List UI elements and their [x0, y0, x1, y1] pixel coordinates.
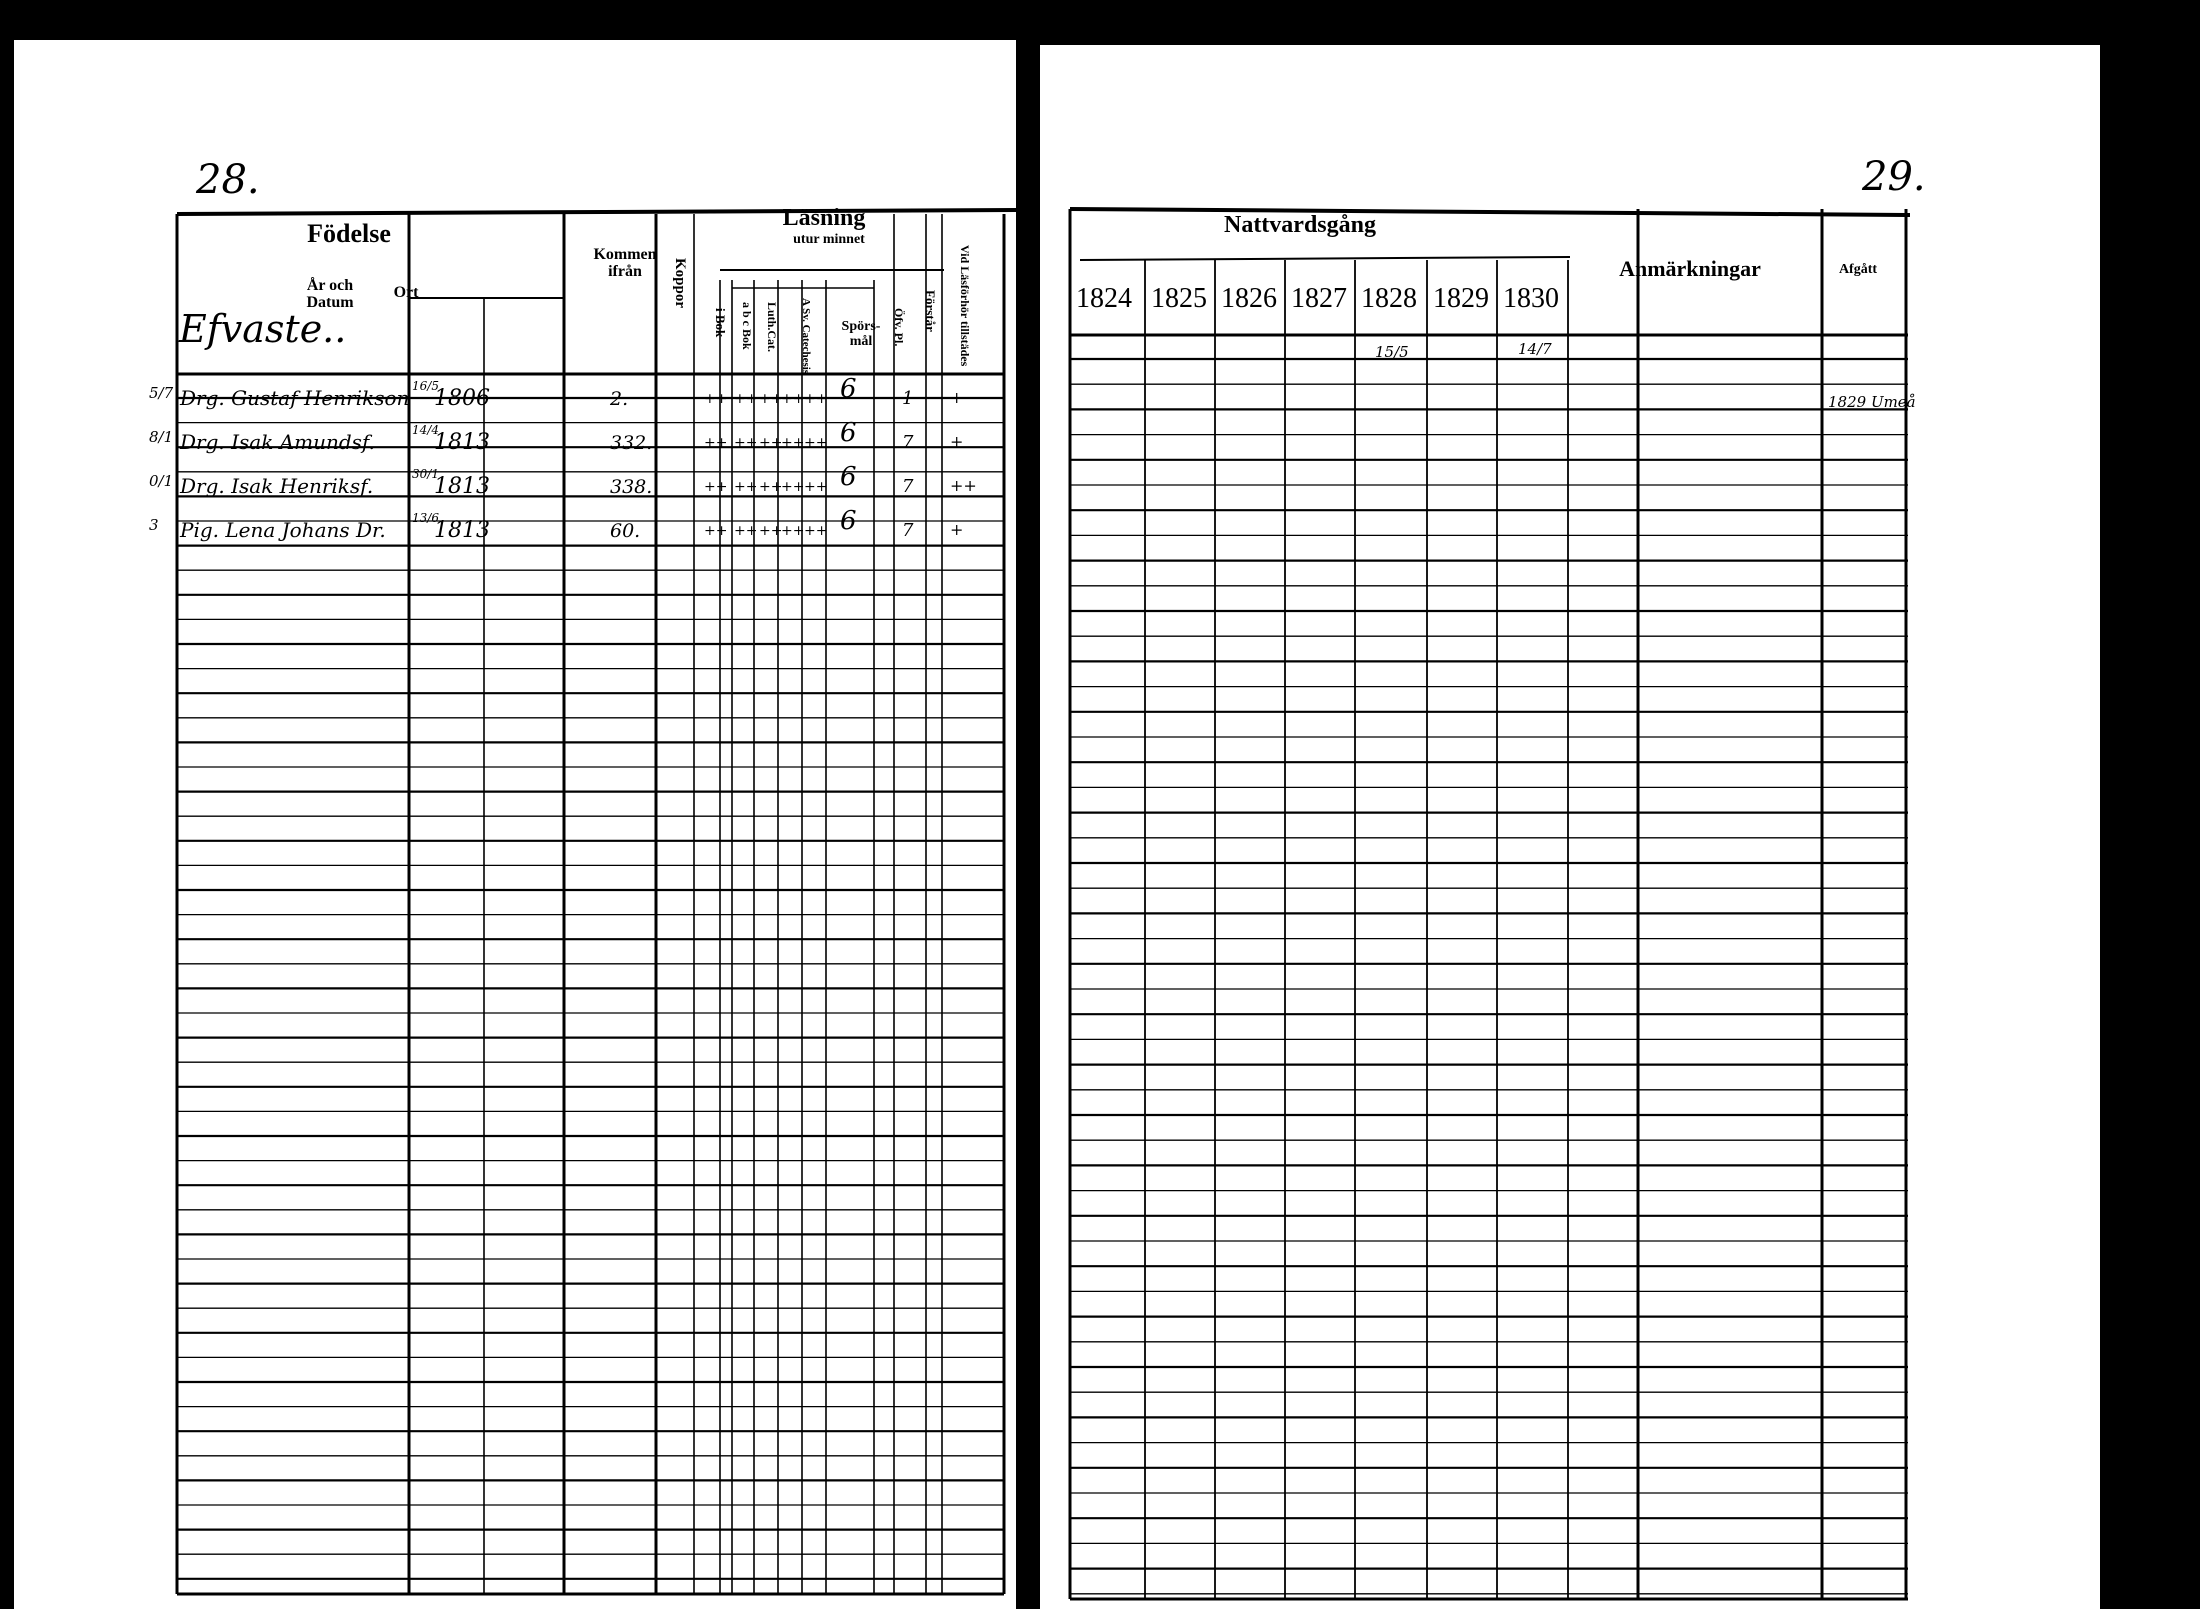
asv-mark: ++ [781, 391, 805, 407]
margin-mark: 0/1 [149, 472, 174, 490]
birth-year: 1806 [434, 386, 490, 411]
left-table-grid [14, 40, 1016, 1609]
forstar-mark: ++ [950, 476, 977, 495]
birth-day-month: 30/1 [412, 467, 439, 481]
margin-mark: 8/1 [149, 428, 174, 446]
header-vid-lasforhor: Vid Läsförhör tillstädes [958, 245, 972, 367]
year-header: 1826 [1221, 283, 1277, 314]
person-name: Drg. Isak Henriksf. [180, 474, 374, 498]
afgatt-value: 1829 Umeå [1828, 393, 1916, 411]
header-forstar: Förstår [923, 290, 938, 332]
header-anmarkningar: Anmärkningar [1619, 256, 1761, 281]
kommen-ifran-value: 60. [610, 520, 641, 542]
luth-mark: ++ [759, 391, 783, 407]
right-page [1040, 45, 2100, 1609]
kommen-ifran-value: 338. [610, 476, 653, 498]
header-lasning: Läsning [782, 205, 866, 231]
communion-1830: 14/7 [1518, 340, 1552, 358]
asv-mark-2: ++ [804, 391, 828, 407]
ofv-pl-value: 7 [902, 476, 914, 497]
header-ofv-pl: Öfv. Pl. [892, 308, 906, 347]
sporsmal-value: 6 [840, 418, 857, 448]
header-ar-och-datum: År och Datum [306, 277, 354, 311]
header-i-bok: i Bok [713, 308, 728, 338]
nattvard-rule [1080, 257, 1570, 260]
luth-mark: ++ [759, 479, 783, 495]
i-bok-mark: ++ [704, 435, 728, 451]
person-name: Pig. Lena Johans Dr. [180, 518, 386, 542]
page-number-left: 28. [196, 157, 260, 203]
communion-1828: 15/5 [1375, 343, 1409, 361]
birth-day-month: 14/4 [412, 423, 439, 437]
asv-mark-2: ++ [804, 435, 828, 451]
i-bok-mark: ++ [704, 523, 728, 539]
header-ort: Ort [393, 284, 419, 301]
year-header: 1825 [1151, 283, 1207, 314]
sporsmal-value: 6 [840, 462, 857, 492]
forstar-mark: + [950, 432, 964, 451]
person-name: Drg. Gustaf Henrikson [180, 386, 410, 410]
birth-day-month: 13/6 [412, 511, 439, 525]
forstar-mark: + [950, 388, 964, 407]
header-fodelse: Födelse [307, 219, 391, 248]
header-abc-bok: a b c Bok [740, 302, 754, 350]
kommen-ifran-value: 2. [610, 388, 629, 410]
header-luth-cat: Luth.Cat. [765, 302, 779, 353]
section-title: Efvaste.. [179, 307, 347, 351]
year-header: 1830 [1503, 283, 1559, 314]
header-afgatt: Afgått [1838, 262, 1878, 277]
asv-mark-2: ++ [804, 479, 828, 495]
abc-mark: ++ [734, 391, 758, 407]
abc-mark: ++ [734, 523, 758, 539]
page-number-right: 29. [1862, 154, 1926, 200]
year-header: 1824 [1076, 283, 1132, 314]
sporsmal-value: 6 [840, 374, 857, 404]
header-kommen-ifran: Kommen ifrån [593, 246, 657, 280]
left-page [14, 40, 1016, 1609]
birth-year: 1813 [434, 474, 490, 499]
year-header: 1829 [1433, 283, 1489, 314]
asv-mark: ++ [781, 479, 805, 495]
asv-mark: ++ [781, 435, 805, 451]
header-koppor: Koppor [672, 258, 688, 309]
book-spine [1016, 40, 1040, 1609]
i-bok-mark: ++ [704, 479, 728, 495]
header-nattvardsgang: Nattvardsgång [1223, 212, 1376, 238]
year-header: 1827 [1291, 283, 1347, 314]
asv-mark-2: ++ [804, 523, 828, 539]
birth-year: 1813 [434, 518, 490, 543]
margin-mark: 5/7 [149, 384, 174, 402]
ofv-pl-value: 7 [902, 432, 914, 453]
abc-mark: ++ [734, 479, 758, 495]
sporsmal-value: 6 [840, 506, 857, 536]
asv-mark: ++ [781, 523, 805, 539]
birth-year: 1813 [434, 430, 490, 455]
ofv-pl-value: 1 [902, 388, 914, 409]
kommen-ifran-value: 332. [610, 432, 653, 454]
abc-mark: ++ [734, 435, 758, 451]
luth-mark: ++ [759, 523, 783, 539]
birth-day-month: 16/5 [412, 379, 439, 393]
ofv-pl-value: 7 [902, 520, 914, 541]
header-a-sv-catechesis: A Sv. Catechesis [800, 298, 812, 375]
i-bok-mark: ++ [704, 391, 728, 407]
forstar-mark: + [950, 520, 964, 539]
header-utur-minnet: utur minnet [793, 232, 865, 247]
person-name: Drg. Isak Amundsf. [180, 430, 375, 454]
header-sporsmal: Spörs-mål [841, 319, 881, 349]
margin-mark: 3 [149, 516, 159, 534]
luth-mark: ++ [759, 435, 783, 451]
year-header: 1828 [1361, 283, 1417, 314]
